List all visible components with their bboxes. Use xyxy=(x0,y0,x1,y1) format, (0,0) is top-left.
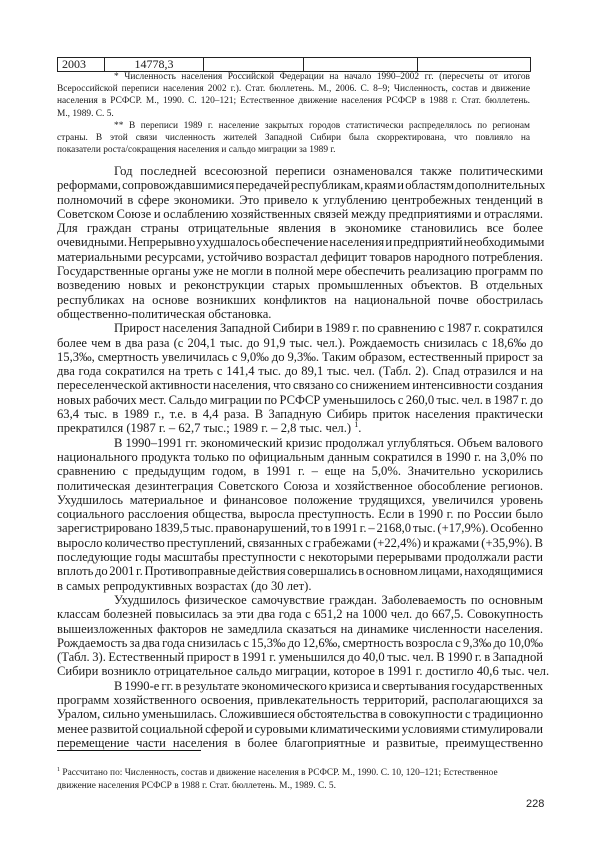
table-cell xyxy=(304,58,418,72)
text-line xyxy=(57,436,543,450)
line-text: переселенческой активности населения, что связано со снижением интенсивности создания xyxy=(57,378,543,393)
line-text: Рождаемость за два года снизилась с 15,3‰ до 12,6‰, смертность возросла с 9,3‰ до 10,0‰ xyxy=(57,635,543,650)
line-text: Советском Союзе и ослаблению хозяйственных связей между предприятиями и отраслями. xyxy=(57,206,543,221)
text-line xyxy=(57,450,543,464)
text-line xyxy=(57,278,543,292)
text-line xyxy=(57,350,543,364)
text-line xyxy=(57,736,543,750)
text-line xyxy=(57,307,543,321)
text-line xyxy=(57,264,543,278)
text-line xyxy=(57,393,543,407)
line-text: Уралом, сильно уменьшилась. Сложившиеся обстоятельства в совокупности с традиционно xyxy=(57,707,543,722)
line-text: Для граждан страны отрицательные явления в экономике становились все более xyxy=(57,221,543,236)
data-table-row-2003 xyxy=(57,57,531,72)
line-text: национального продукта только по официальным данным сократился в 1990 г. на 3,0% по xyxy=(57,449,543,464)
line-text: два года сократился на треть с 141,4 тыс. до 89,1 тыс. чел. (Табл. 2). Спад отразился и на xyxy=(57,364,543,379)
table-cell xyxy=(418,58,531,72)
text-line xyxy=(57,178,546,193)
line-text: Прирост населения Западной Сибири в 1989 г. по сравнению с 1987 г. сократился xyxy=(114,321,543,336)
line-text: вышеизложенных факторов не замедлила сказаться на динамике численности населения. xyxy=(57,621,543,636)
text-line xyxy=(57,550,543,564)
line-text: вплоть до 2001 г. Противоправные действия совершались в основном лицами, находящимися xyxy=(57,564,543,579)
line-text: Ухудшилось материальное и финансовое положение трудящихся, увеличился уровень xyxy=(57,492,543,507)
page-number: 228 xyxy=(526,798,545,810)
table-cell-population: 14778,3 xyxy=(105,58,204,72)
text-line xyxy=(57,622,543,636)
line-text: новых рабочих мест. Сальдо миграции по РСФСР уменьшилось с 260,0 тыс. чел. в 1987 г. до xyxy=(57,392,543,407)
paragraph xyxy=(57,164,546,321)
line-text: Рассчитано по: Численность, состав и движение населения в РСФСР. М., 1990. С. 10, 120–121; Естественное xyxy=(62,768,498,778)
text-line xyxy=(57,378,543,392)
line-text: 15,3‰, смертность увеличилась с 9,0‰ до 9,3‰. Таким образом, естественный прирост за xyxy=(57,349,543,364)
note-line: Всероссийской переписи населения 2002 г.). Стат. бюллетень. М., 2006. С. 8–9; Численность, состав и движение xyxy=(57,84,530,95)
text-line xyxy=(57,250,543,264)
table-note xyxy=(57,71,530,120)
paragraph xyxy=(57,436,543,593)
text-line xyxy=(57,235,543,249)
paragraph xyxy=(57,592,550,679)
line-text: реформами, сопровождавшимися передачей республикам, краям и областям дополнительных xyxy=(57,178,546,193)
text-line xyxy=(57,407,543,421)
line-text: полномочий в сфере экономики. Это привело к углублению центробежных тенденций в xyxy=(57,192,543,207)
note-line: показатели роста/сокращения населения и сальдо миграции за 1989 г. xyxy=(57,145,336,156)
text-line xyxy=(57,507,543,521)
text-line xyxy=(57,636,543,650)
text-line xyxy=(57,722,543,736)
text-line xyxy=(57,464,543,478)
text-line xyxy=(57,164,543,178)
text-line xyxy=(57,221,543,235)
line-text: менее развитой социальной сферой и суровыми климатическими условиями стимулировали xyxy=(57,721,543,736)
line-text: 63,4 тыс. в 1989 г., т.е. в 4,4 раза. В Западную Сибирь приток населения практически xyxy=(57,407,543,422)
line-text: очевидными. Непрерывно ухудшалось обеспечение населения и предприятий необходимыми xyxy=(57,235,545,250)
text-line xyxy=(57,479,543,493)
line-text: Год последней всесоюзной переписи ознаменовался также политическими xyxy=(114,164,543,178)
line-text: республиках на основе возникших конфликтов на национальной почве обострилась xyxy=(57,292,543,307)
note-line: страны. В этой связи численность жителей Западной Сибири была скорректирована, что повлияло на xyxy=(57,133,530,144)
note-line: М., 1989. С. 5. xyxy=(57,108,114,119)
line-text: . xyxy=(358,421,362,436)
note-line: населения в РСФСР. М., 1990. С. 120–121; Естественное движение населения РСФСР в 1988 г. Стат. бюллетень. xyxy=(57,96,530,107)
text-line xyxy=(57,707,543,721)
text-line xyxy=(57,421,543,435)
note-line: * Численность населения Российской Федерации на начало 1990–2002 гг. (пересчеты от итогов xyxy=(114,72,530,82)
footnote xyxy=(57,767,543,792)
line-text: прекратился (1987 г. – 62,7 тыс.; 1989 г. – 2,8 тыс. чел.) xyxy=(57,421,355,436)
text-line xyxy=(57,607,543,621)
paragraph xyxy=(57,679,543,750)
table-cell-year: 2003 xyxy=(58,58,105,72)
text-line xyxy=(57,207,543,221)
line-text: возведению новых и реконструкции старых промышленных объектов. В отдельных xyxy=(57,278,543,293)
text-line xyxy=(57,679,543,693)
text-line xyxy=(57,321,543,335)
text-line xyxy=(57,193,543,207)
text-line xyxy=(57,593,543,607)
line-text: более чем в два раза (с 204,1 тыс. до 91,9 тыс. чел.). Рождаемость снизилась с 18,6‰ до xyxy=(57,335,543,350)
body-text xyxy=(57,164,550,750)
line-text: в самых репродуктивных возрастах (до 30 лет). xyxy=(57,578,312,593)
table-note xyxy=(57,120,530,157)
line-text: перемещение части населения в более благоприятные и развитые, преимущественно xyxy=(57,735,543,750)
line-text: движение населения РСФСР в 1988 г. Стат. бюллетень. М., 1989. С. 5. xyxy=(57,780,336,791)
text-line xyxy=(57,521,543,535)
line-text: политическая дезинтеграция Советского Союза и хозяйственное обособление регионов. xyxy=(57,478,543,493)
table-notes xyxy=(57,71,530,156)
text-line xyxy=(57,293,543,307)
text-line xyxy=(57,364,543,378)
footnote-ref: 1 xyxy=(354,420,359,430)
table-cell xyxy=(204,58,304,72)
line-text: последующие годы масштабы преступности с некоторыми перерывами продолжали расти xyxy=(57,550,543,565)
line-text: В 1990-е гг. в результате экономического кризиса и свертывания государственных xyxy=(114,678,543,693)
line-text: Сибири возникло отрицательное сальдо миграции, которое в 1991 г. достигло 40,6 тыс. чел. xyxy=(57,664,550,679)
line-text: материальными ресурсами, устойчиво возрастал дефицит товаров народного потребления. xyxy=(57,249,543,264)
line-text: В 1990–1991 гг. экономический кризис продолжал углубляться. Объем валового xyxy=(114,435,543,450)
note-line: ** В переписи 1989 г. население закрытых городов статистически распределялось по регионам xyxy=(114,120,530,131)
line-text: социального расслоения общества, выросла преступность. Если в 1990 г. по России было xyxy=(57,507,543,522)
footnote-divider xyxy=(57,750,201,751)
footnote-line xyxy=(57,780,543,793)
footnote-line xyxy=(57,767,543,780)
text-line xyxy=(57,493,543,507)
paragraph xyxy=(57,321,543,435)
text-line xyxy=(57,664,550,679)
line-text: классам болезней повысилась за эти два года с 651,2 на 1000 чел. до 667,5. Совокупность xyxy=(57,607,543,622)
text-line xyxy=(57,579,543,593)
line-text: зарегистрировано 1839,5 тыс. правонарушений, то в 1991 г. – 2168,0 тыс. (+17,9%). Особенно xyxy=(57,521,543,536)
line-text: (Табл. 3). Естественный прирост в 1991 г. уменьшился до 40,0 тыс. чел. В 1990 г. в Западной xyxy=(57,650,543,665)
line-text: сравнению с предыдущим годом, в 1991 г. – еще на 5,0%. Значительно ускорились xyxy=(57,464,543,479)
table-row xyxy=(58,58,531,72)
text-line xyxy=(57,564,543,578)
text-line xyxy=(57,336,543,350)
line-text: общественно-политическая обстановка. xyxy=(57,306,272,321)
line-text: Государственные органы уже не могли в полной мере обеспечить реализацию программ по xyxy=(57,264,543,279)
text-line xyxy=(57,650,543,664)
line-text: выросло количество преступлений, связанных с грабежами (+22,4%) и кражами (+35,9%). В xyxy=(57,535,543,550)
line-text: программ хозяйственного освоения, привлекательность территорий, располагающихся за xyxy=(57,692,543,707)
text-line xyxy=(57,693,543,707)
footnote-marker: 1 xyxy=(57,766,61,773)
text-line xyxy=(57,536,543,550)
line-text: Ухудшилось физическое самочувствие граждан. Заболеваемость по основным xyxy=(114,592,543,607)
